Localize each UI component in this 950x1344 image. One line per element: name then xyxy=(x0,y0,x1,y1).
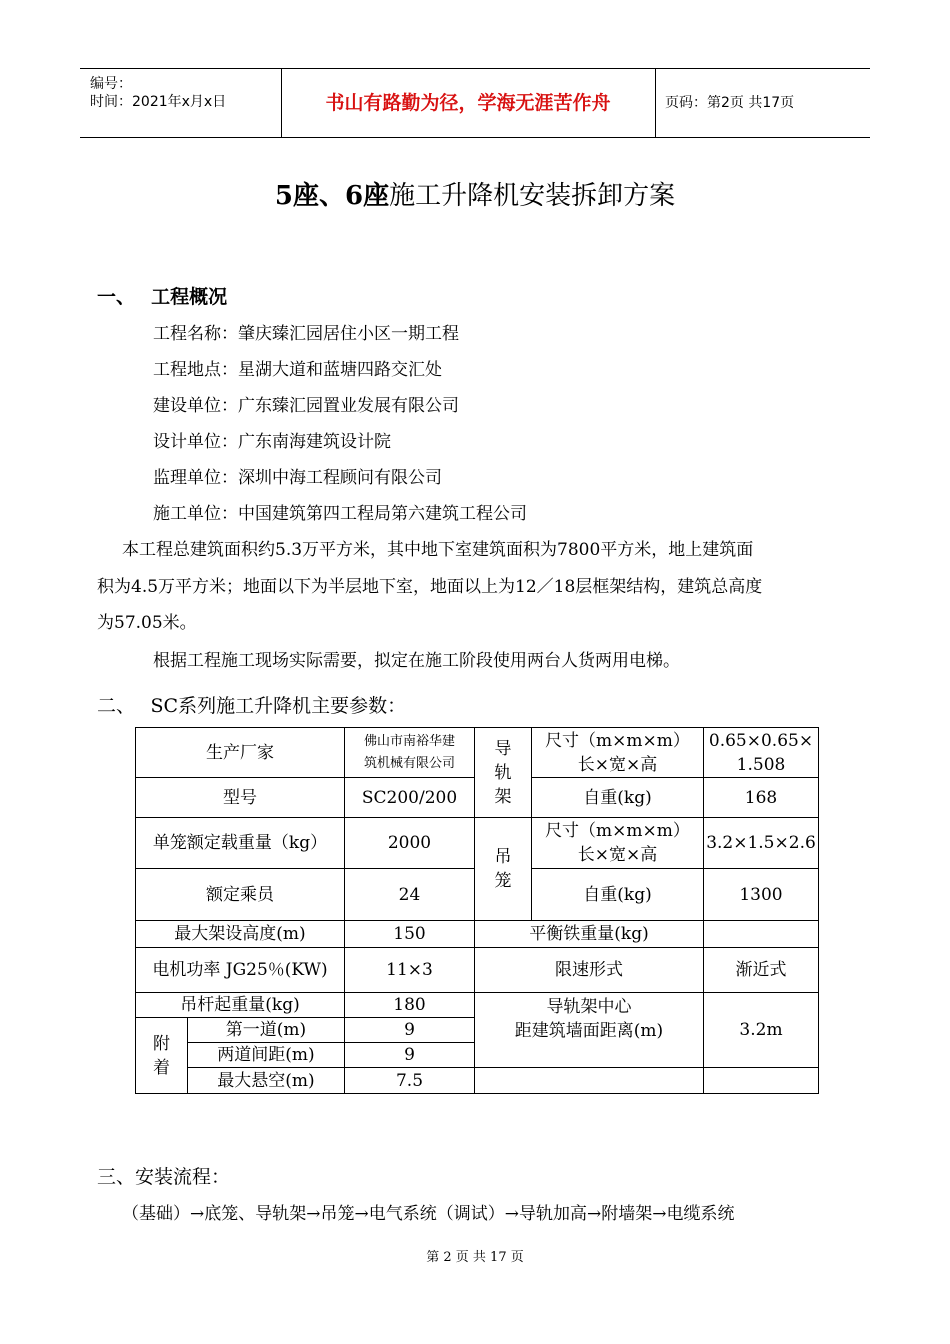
table-cell: 7.5 xyxy=(345,1068,475,1094)
table-cell xyxy=(704,921,819,948)
table-cell: 单笼额定载重量（kg） xyxy=(136,818,345,869)
overview-paragraph-line: 为57.05米。 xyxy=(97,613,197,633)
header-motto: 书山有路勤为径，学海无涯苦作舟 xyxy=(325,92,611,114)
table-cell: 168 xyxy=(704,778,819,818)
project-info-line: 建设单位：广东臻汇园置业发展有限公司 xyxy=(153,396,459,416)
table-cell: 180 xyxy=(345,993,475,1018)
table-cell: 渐近式 xyxy=(704,948,819,993)
table-group-label: 导 轨 架 xyxy=(475,728,532,818)
install-flow: （基础）→底笼、导轨架→吊笼→电气系统（调试）→导轨加高→附墙架→电缆系统 xyxy=(122,1204,735,1224)
document-title xyxy=(0,175,950,212)
page-footer: 第 2 页 共 17 页 xyxy=(426,1250,524,1265)
table-cell: 最大悬空(m) xyxy=(188,1068,345,1094)
header-divider xyxy=(655,69,656,137)
project-info-line: 设计单位：广东南海建筑设计院 xyxy=(153,432,391,452)
table-cell: 9 xyxy=(345,1018,475,1043)
table-cell: 3.2m xyxy=(704,993,819,1068)
serial-label: 编号： xyxy=(90,76,132,92)
project-info-line: 监理单位：深圳中海工程顾问有限公司 xyxy=(153,468,442,488)
usage-paragraph: 根据工程施工现场实际需要，拟定在施工阶段使用两台人货两用电梯。 xyxy=(153,651,680,671)
table-row xyxy=(136,728,819,778)
table-row xyxy=(136,1068,819,1094)
header-page-info: 页码：第2页 共17页 xyxy=(665,95,795,111)
section3-heading: 三、安装流程： xyxy=(97,1166,231,1188)
table-cell: 3.2×1.5×2.6 xyxy=(704,818,819,869)
table-cell: 导轨架中心 距建筑墙面距离(m) xyxy=(475,993,704,1068)
table-cell: 2000 xyxy=(345,818,475,869)
table-cell: 佛山市南裕华建 筑机械有限公司 xyxy=(345,728,475,778)
table-cell: 自重(kg) xyxy=(532,869,704,921)
title-rest: 施工升降机安装拆卸方案 xyxy=(389,181,676,211)
section1-heading: 一、 工程概况 xyxy=(97,286,228,308)
table-cell: 0.65×0.65× 1.508 xyxy=(704,728,819,778)
time-label: 时间：2021年x月x日 xyxy=(90,94,227,110)
table-cell: 吊杆起重量(kg) xyxy=(136,993,345,1018)
table-cell: 第一道(m) xyxy=(188,1018,345,1043)
table-cell: 1300 xyxy=(704,869,819,921)
page-header xyxy=(80,68,870,138)
table-row xyxy=(136,818,819,869)
header-meta xyxy=(80,69,280,137)
table-cell: 额定乘员 xyxy=(136,869,345,921)
project-info-line: 工程名称：肇庆臻汇园居住小区一期工程 xyxy=(153,324,459,344)
table-row xyxy=(136,993,819,1018)
table-cell: 尺寸（m×m×m） 长×宽×高 xyxy=(532,818,704,869)
title-bold-part: 5座、6座 xyxy=(274,181,390,211)
spec-table xyxy=(135,727,819,1094)
project-info-line: 工程地点：星湖大道和蓝塘四路交汇处 xyxy=(153,360,442,380)
overview-paragraph-line: 积为4.5万平方米；地面以下为半层地下室，地面以上为12／18层框架结构，建筑总高度 xyxy=(97,577,763,597)
table-cell: SC200/200 xyxy=(345,778,475,818)
table-row xyxy=(136,948,819,993)
table-cell xyxy=(704,1068,819,1094)
table-cell: 生产厂家 xyxy=(136,728,345,778)
table-cell: 最大架设高度(m) xyxy=(136,921,345,948)
section2-heading: 二、 SC系列施工升降机主要参数： xyxy=(97,695,407,717)
table-cell: 型号 xyxy=(136,778,345,818)
table-cell: 24 xyxy=(345,869,475,921)
table-cell: 自重(kg) xyxy=(532,778,704,818)
table-cell xyxy=(475,1068,704,1094)
table-cell: 11×3 xyxy=(345,948,475,993)
table-cell: 两道间距(m) xyxy=(188,1043,345,1068)
table-group-label: 附 着 xyxy=(136,1018,188,1094)
table-cell: 电机功率 JG25％(KW) xyxy=(136,948,345,993)
table-row xyxy=(136,921,819,948)
table-cell: 平衡铁重量(kg) xyxy=(475,921,704,948)
table-cell: 限速形式 xyxy=(475,948,704,993)
table-group-label: 吊 笼 xyxy=(475,818,532,921)
project-info-line: 施工单位：中国建筑第四工程局第六建筑工程公司 xyxy=(153,504,527,524)
overview-paragraph-line: 本工程总建筑面积约5.3万平方米，其中地下室建筑面积为7800平方米，地上建筑面 xyxy=(122,540,754,560)
table-cell: 尺寸（m×m×m） 长×宽×高 xyxy=(532,728,704,778)
table-cell: 9 xyxy=(345,1043,475,1068)
table-cell: 150 xyxy=(345,921,475,948)
